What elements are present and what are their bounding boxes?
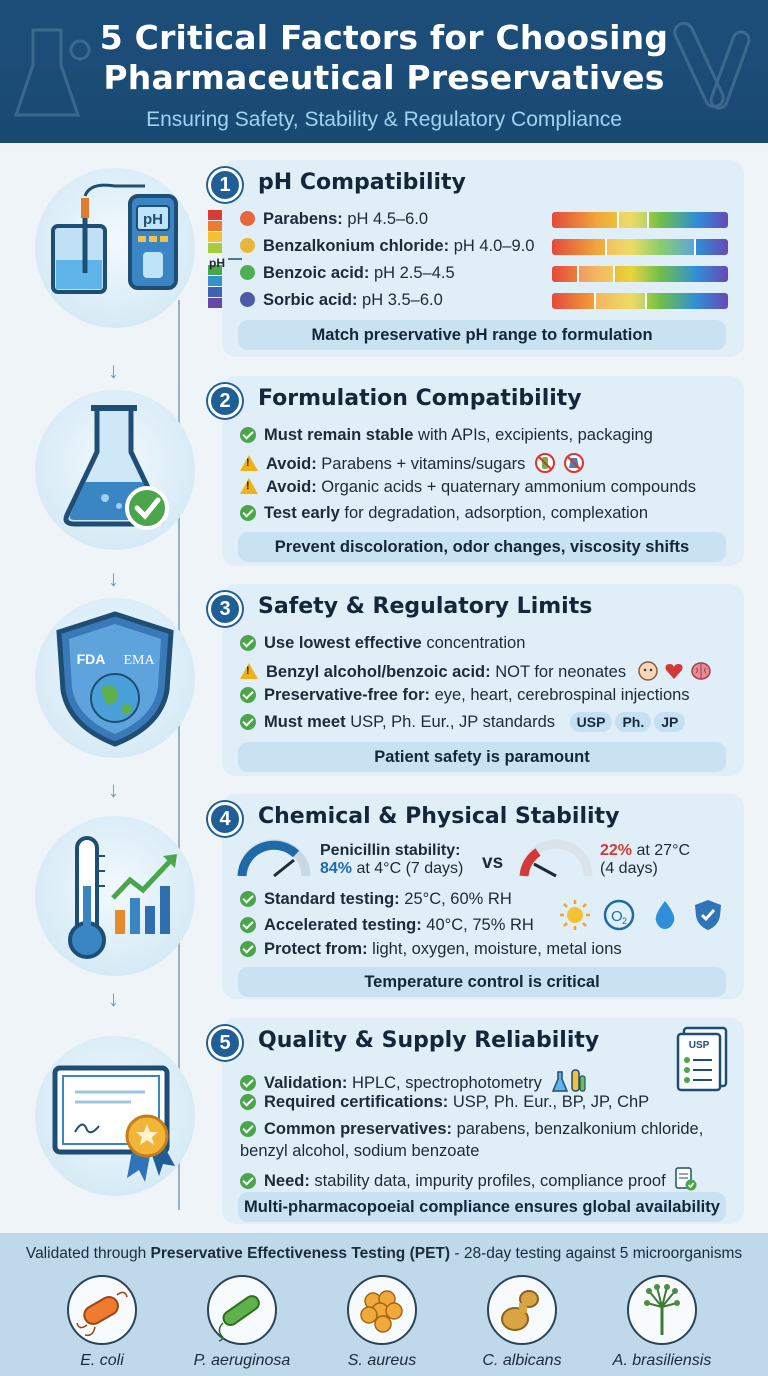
section-title: Formulation Compatibility (258, 386, 582, 411)
title-line-1: 5 Critical Factors for Choosing (99, 18, 669, 57)
benzalkonium-dot-icon (240, 238, 255, 253)
beaker-decoration-icon (8, 20, 98, 130)
warning-icon (240, 455, 258, 471)
meter-ph-label: pH (143, 211, 163, 228)
microbe-name: E. coli (80, 1352, 124, 1369)
usp-document-icon (674, 1026, 730, 1092)
no-sugar-icon (563, 452, 585, 474)
a-brasiliensis-icon (629, 1277, 695, 1343)
list-item: Use lowest effective concentration (240, 634, 525, 653)
pet-footer (0, 1233, 768, 1376)
ph-eur-badge: Ph. (615, 712, 651, 732)
test-tube-decoration-icon (660, 10, 760, 130)
parabens-dot-icon (240, 211, 255, 226)
section-card-safety (219, 584, 744, 776)
check-icon (240, 687, 256, 703)
microbe-name: A. brasiliensis (612, 1352, 712, 1369)
ph-range-bar-sorbic (552, 293, 728, 309)
card-header (219, 584, 744, 624)
section-title: pH Compatibility (258, 170, 466, 195)
warm-days: (4 days) (600, 860, 658, 877)
jp-badge: JP (654, 712, 685, 732)
card-header (219, 794, 744, 834)
shield-globe-icon (35, 598, 195, 758)
section-card-stability (219, 794, 744, 999)
microbe-s-aureus (327, 1275, 437, 1370)
page-subtitle: Ensuring Safety, Stability & Regulatory Compliance (146, 108, 622, 131)
certificate-icon (35, 1036, 195, 1196)
section-number: 2 (208, 384, 242, 418)
shield-icon-circle (35, 598, 195, 758)
microbe-name: C. albicans (482, 1352, 562, 1369)
lab-glassware-icon (552, 1068, 586, 1094)
baby-icon (637, 660, 659, 682)
thermometer-chart-icon (35, 816, 195, 976)
cold-pct: 84% (320, 860, 353, 877)
ph-range-bar-benzalkonium (552, 239, 728, 255)
list-item: Accelerated testing: 40°C, 75% RH (240, 916, 534, 935)
title-line-2: Pharmaceutical Preservatives (103, 58, 665, 97)
versus-text: vs (482, 852, 504, 873)
certificate-icon-circle (35, 1036, 195, 1196)
check-icon (240, 1173, 256, 1189)
warm-pct: 22% (600, 842, 633, 859)
down-arrow-icon: ↓ (108, 777, 119, 802)
penicillin-warm-text (600, 842, 690, 878)
ph-range-bar-parabens (552, 212, 728, 228)
section-title: Quality & Supply Reliability (258, 1028, 600, 1053)
check-icon (240, 891, 256, 907)
water-drop-icon (650, 898, 680, 932)
list-item: Standard testing: 25°C, 60% RH (240, 890, 512, 909)
cold-gauge-icon (236, 838, 312, 880)
list-item: Must meet USP, Ph. Eur., JP standards USP Ph. JP (240, 712, 685, 732)
s-aureus-icon (349, 1277, 415, 1343)
section-title: Chemical & Physical Stability (258, 804, 620, 829)
warm-detail: at 27°C (632, 842, 691, 859)
benzoic-dot-icon (240, 265, 255, 280)
ph-item-sorbic-acid: Sorbic acid: pH 3.5–6.0 (240, 291, 443, 310)
list-item: Protect from: light, oxygen, moisture, metal ions (240, 940, 622, 959)
ph-meter-icon (35, 168, 195, 328)
microbe-e-coli (47, 1275, 157, 1370)
card-header (219, 1018, 744, 1058)
ph-scale-label: pH (209, 256, 225, 270)
check-icon (240, 1075, 256, 1091)
penicillin-label: Penicillin stability: (320, 842, 461, 859)
list-item: Preservative-free for: eye, heart, cerebrospinal injections (240, 686, 690, 705)
shield-fda-text: FDA (76, 651, 106, 667)
pet-name: Preservative Effectiveness Testing (PET) (150, 1245, 451, 1262)
no-vitamin-icon (534, 452, 556, 474)
sorbic-dot-icon (240, 292, 255, 307)
ph-item-parabens: Parabens: pH 4.5–6.0 (240, 210, 428, 229)
usp-badge: USP (570, 712, 613, 732)
thermometer-icon-circle (35, 816, 195, 976)
ph-range-bar-benzoic (552, 266, 728, 282)
check-icon (240, 917, 256, 933)
list-item: Required certifications: USP, Ph. Eur., BP, JP, ChP (240, 1093, 649, 1112)
section-title: Safety & Regulatory Limits (258, 594, 593, 619)
check-icon (240, 1121, 256, 1137)
down-arrow-icon: ↓ (108, 566, 119, 591)
brain-icon (690, 660, 712, 682)
ph-item-benzoic-acid: Benzoic acid: pH 2.5–4.5 (240, 264, 455, 283)
section-banner: Patient safety is paramount (238, 742, 726, 772)
penicillin-cold-text (320, 842, 463, 878)
pet-statement: Validated through Preservative Effectiveness Testing (PET) - 28-day testing against 5 microorganisms (25, 1245, 743, 1262)
check-icon (240, 714, 256, 730)
check-icon (240, 1094, 256, 1110)
card-header (219, 160, 744, 200)
microbe-a-brasiliensis (607, 1275, 717, 1370)
e-coli-icon (69, 1277, 135, 1343)
down-arrow-icon: ↓ (108, 358, 119, 383)
ph-meter-icon-circle (35, 168, 195, 328)
list-item: !Benzyl alcohol/benzoic acid: NOT for neonates (240, 660, 712, 682)
list-item: Common preservatives: parabens, benzalkonium chloride, benzyl alcohol, sodium benzoate (240, 1120, 704, 1160)
check-icon (240, 505, 256, 521)
oxygen-subscript: 2 (622, 916, 628, 926)
list-item: Validation: HPLC, spectrophotometry (240, 1068, 586, 1094)
section-card-formulation (219, 376, 744, 566)
usp-doc-label: USP (688, 1040, 710, 1051)
microbe-c-albicans (467, 1275, 577, 1370)
ph-item-benzalkonium: Benzalkonium chloride: pH 4.0–9.0 (240, 237, 534, 256)
warning-icon (240, 478, 258, 494)
check-icon (240, 427, 256, 443)
cold-detail: at 4°C (7 days) (352, 860, 464, 877)
section-number: 4 (208, 802, 242, 836)
check-icon (240, 941, 256, 957)
c-albicans-icon (489, 1277, 555, 1343)
microbe-p-aeruginosa (187, 1275, 297, 1370)
list-item-continuation: benzyl alcohol, sodium benzoate (240, 1142, 480, 1160)
warm-gauge-icon (518, 838, 594, 880)
sun-icon (558, 898, 592, 932)
page-title (0, 0, 768, 98)
section-number: 5 (208, 1026, 242, 1060)
microbe-name: S. aureus (347, 1352, 417, 1369)
header-banner (0, 0, 768, 143)
section-number: 3 (208, 592, 242, 626)
list-item: Test early for degradation, adsorption, complexation (240, 504, 648, 523)
protection-shield-icon (692, 898, 724, 932)
down-arrow-icon: ↓ (108, 986, 119, 1011)
warning-icon (240, 663, 258, 679)
section-number: 1 (208, 168, 242, 202)
list-item: Must remain stable with APIs, excipients, packaging (240, 426, 653, 445)
p-aeruginosa-icon (209, 1277, 275, 1343)
list-item: !Avoid: Organic acids + quaternary ammonium compounds (240, 478, 696, 497)
list-item: Need: stability data, impurity profiles, compliance proof (240, 1166, 698, 1192)
section-banner: Temperature control is critical (238, 967, 726, 997)
oxygen-icon (602, 898, 636, 932)
flask-check-icon (35, 390, 195, 550)
shield-ema-text: EMA (123, 653, 155, 668)
card-header (219, 376, 744, 416)
flask-icon-circle (35, 390, 195, 550)
oxygen-label: O (611, 908, 623, 925)
section-card-ph (209, 160, 744, 357)
section-banner: Match preservative pH range to formulation (238, 320, 726, 350)
section-banner: Multi-pharmacopoeial compliance ensures global availability (238, 1192, 726, 1222)
heart-icon (663, 660, 685, 682)
microbe-name: P. aeruginosa (193, 1352, 291, 1369)
section-card-quality (219, 1018, 744, 1224)
list-item: !Avoid: Parabens + vitamins/sugars (240, 452, 585, 474)
check-icon (240, 635, 256, 651)
document-check-icon (674, 1166, 698, 1192)
section-banner: Prevent discoloration, odor changes, viscosity shifts (238, 532, 726, 562)
